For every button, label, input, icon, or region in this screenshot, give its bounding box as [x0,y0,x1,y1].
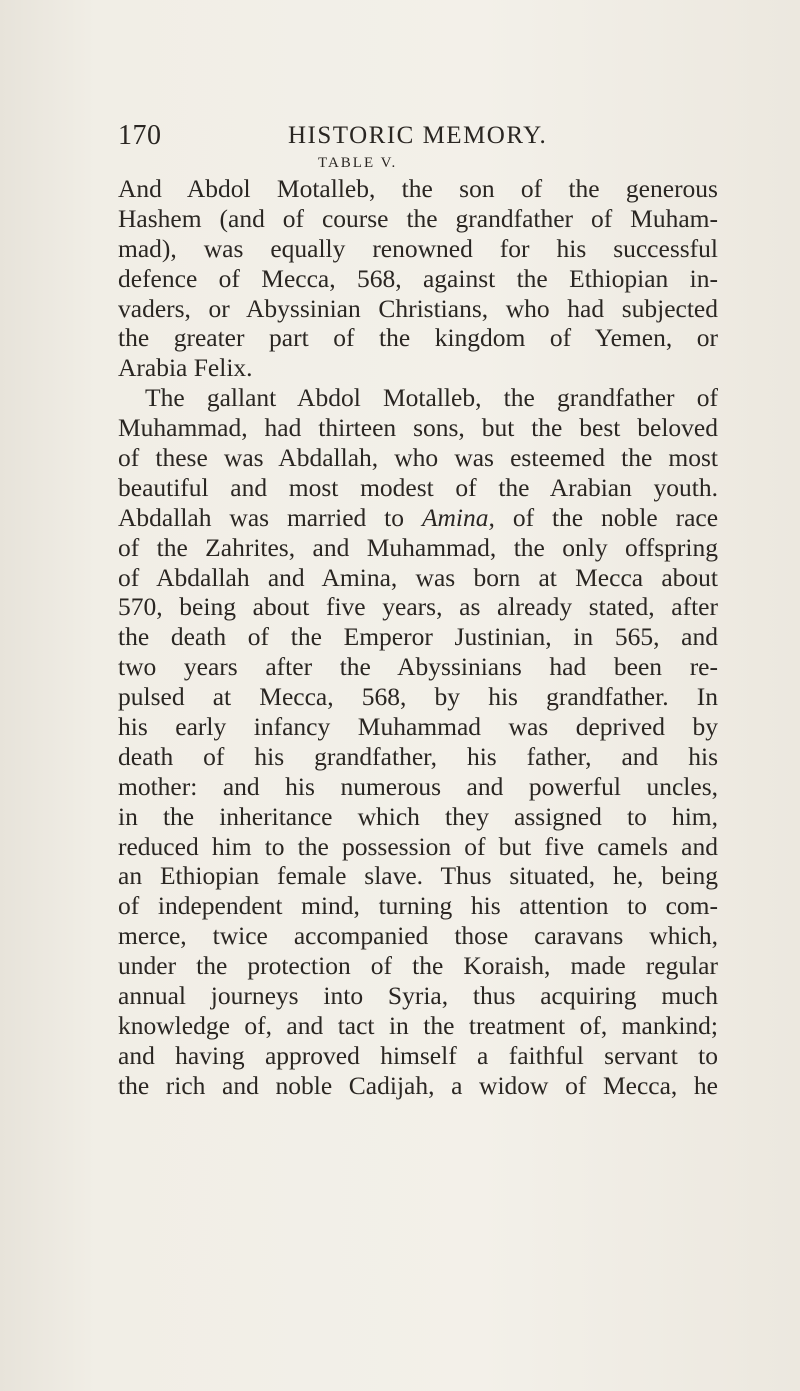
text-line: And Abdol Motalleb, the son of the generous [118,174,718,203]
text-line: and having approved himself a faithful servant to [118,1040,718,1070]
text-line: mother: and his numerous and powerful uncles, [118,771,718,801]
text-line: death of his grandfather, his father, and his [118,741,718,771]
text-line: in the inheritance which they assigned to him, [118,801,718,831]
text-line: of Abdallah and Amina, was born at Mecca about [118,562,718,592]
table-label: TABLE V. [318,155,398,171]
text-fragment: was married to [229,502,405,532]
text-line: an Ethiopian female slave. Thus situated, he, being [118,861,718,891]
text-line: beautiful and most modest of the Arabian youth. [118,472,718,502]
text-line: of independent mind, turning his attention to com- [118,891,718,921]
page-number: 170 [118,120,162,151]
text-line: the greater part of the kingdom of Yemen, or [118,323,718,353]
text-line: reduced him to the possession of but five camels and [118,831,718,861]
text-line-mixed [118,503,718,533]
text-line: The gallant Abdol Motalleb, the grandfather of [145,383,718,413]
text-line: Arabia Felix. [118,353,253,383]
text-fragment: of the noble race [512,502,719,532]
running-head [118,120,718,154]
text-line: of the Zahrites, and Muhammad, the only offspring [118,532,718,562]
text-line: Hashem (and of course the grandfather of Muham- [118,203,718,233]
text-line: 570, being about five years, as already stated, after [118,592,718,622]
text-line: under the protection of the Koraish, made regular [118,951,718,981]
text-line: mad), was equally renowned for his successful [118,233,718,263]
text-line: his early infancy Muhammad was deprived by [118,712,718,742]
text-line: vaders, or Abyssinian Christians, who had subjected [118,293,718,323]
text-line: two years after the Abyssinians had been re- [118,652,718,682]
text-line: Muhammad, had thirteen sons, but the best beloved [118,413,718,443]
text-line: the death of the Emperor Justinian, in 565, and [118,622,718,652]
text-line: of these was Abdallah, who was esteemed the most [118,443,718,473]
text-line: merce, twice accompanied those caravans which, [118,921,718,951]
body-text [118,174,718,1101]
text-line: pulsed at Mecca, 568, by his grandfather. In [118,682,718,712]
italic-name: Amina, [421,502,495,532]
running-title: HISTORIC MEMORY. [288,122,548,149]
text-line: defence of Mecca, 568, against the Ethiopian in- [118,263,718,293]
text-line: annual journeys into Syria, thus acquiring much [118,981,718,1011]
text-line: the rich and noble Cadijah, a widow of Mecca, he [118,1070,718,1100]
text-fragment: Abdallah [118,502,212,532]
text-line: knowledge of, and tact in the treatment of, mankind; [118,1010,718,1040]
